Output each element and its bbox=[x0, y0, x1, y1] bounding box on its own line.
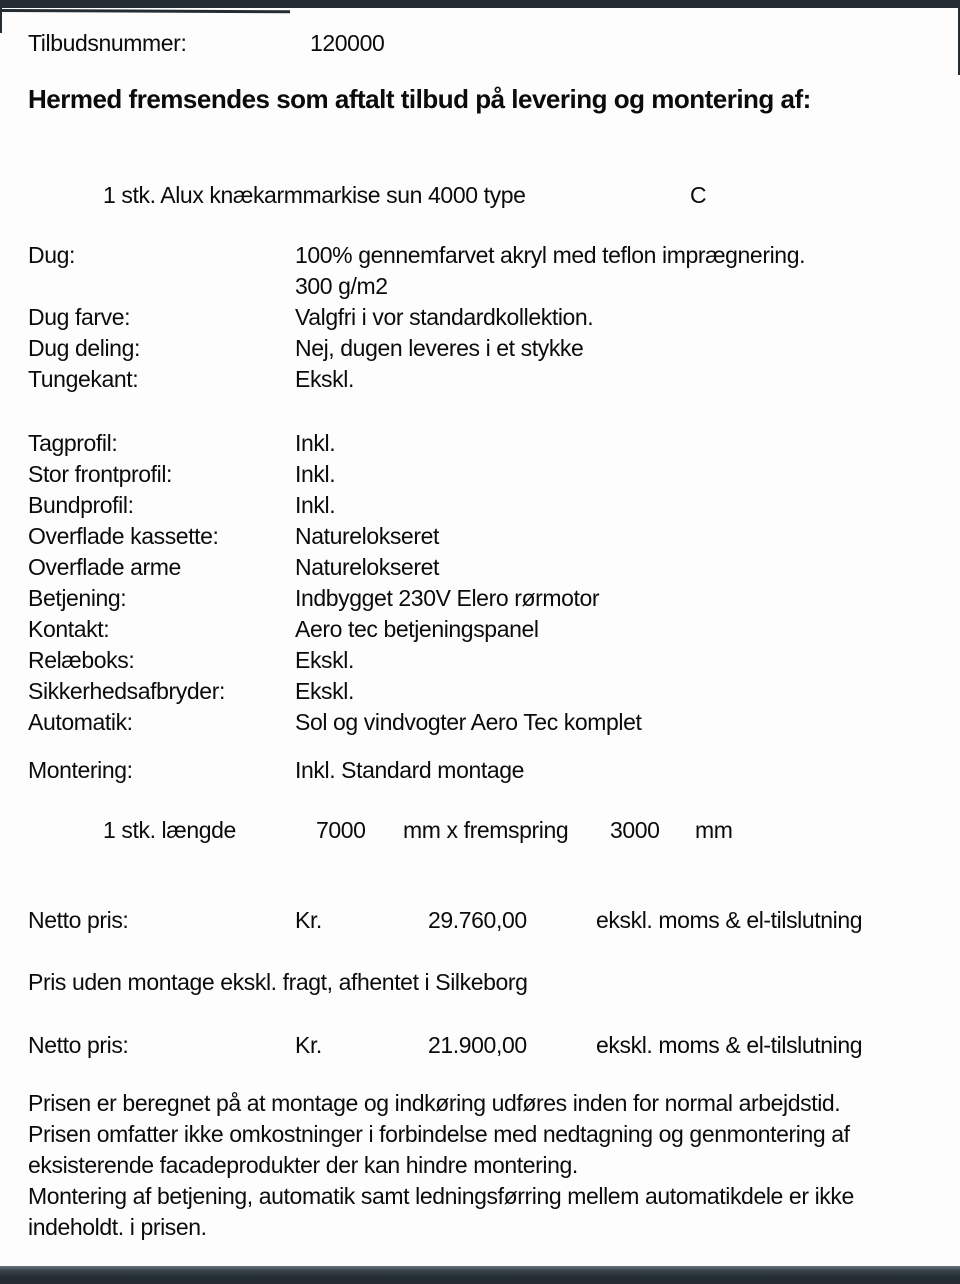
spec-label: Tagprofil: bbox=[28, 430, 118, 456]
spec-value: Indbygget 230V Elero rørmotor bbox=[295, 585, 600, 611]
spec-value: Naturelokseret bbox=[295, 554, 439, 580]
spec-row bbox=[28, 333, 805, 364]
spec-label: Stor frontprofil: bbox=[28, 461, 173, 487]
scan-edge-left bbox=[0, 7, 2, 33]
terms-line: Montering af betjening, automatik samt ledningsførring mellem automatikdele er ikke bbox=[28, 1183, 854, 1209]
terms-line: Prisen omfatter ikke omkostninger i forbindelse med nedtagning og genmontering af bbox=[28, 1121, 850, 1147]
dimensions-unit: mm bbox=[695, 817, 733, 843]
quote-number-label: Tilbudsnummer: bbox=[28, 30, 187, 56]
spec-row bbox=[28, 552, 642, 583]
net-price-without-montage bbox=[28, 1030, 932, 1061]
spec-row bbox=[28, 302, 805, 333]
spec-label: Dug farve: bbox=[28, 304, 131, 330]
spec-row bbox=[28, 755, 524, 786]
document-heading: Hermed fremsendes som aftalt tilbud på levering og montering af: bbox=[28, 84, 811, 114]
spec-row bbox=[28, 583, 642, 614]
spec-row bbox=[28, 645, 642, 676]
scan-edge-bottom-bar bbox=[0, 1266, 960, 1284]
dimensions-line bbox=[28, 815, 932, 846]
spec-value: Ekskl. bbox=[295, 647, 354, 673]
spec-label: Dug: bbox=[28, 242, 75, 268]
spec-row bbox=[28, 364, 805, 395]
spec-value: Naturelokseret bbox=[295, 523, 439, 549]
net-price-with-montage bbox=[28, 905, 932, 936]
spec-label: Relæboks: bbox=[28, 647, 135, 673]
spec-value: Sol og vindvogter Aero Tec komplet bbox=[295, 709, 642, 735]
price-currency: Kr. bbox=[295, 907, 322, 933]
spec-value: 100% gennemfarvet akryl med teflon imprægnering. bbox=[295, 242, 806, 268]
spec-row bbox=[28, 707, 642, 738]
spec-value: Ekskl. bbox=[295, 678, 354, 704]
product-type: C bbox=[690, 182, 707, 208]
price-amount: 21.900,00 bbox=[428, 1032, 527, 1058]
price-label: Netto pris: bbox=[28, 1032, 129, 1058]
spec-label: Betjening: bbox=[28, 585, 127, 611]
product-description: 1 stk. Alux knækarmmarkise sun 4000 type bbox=[103, 182, 526, 208]
spec-value: Valgfri i vor standardkollektion. bbox=[295, 304, 594, 330]
terms-line: eksisterende facadeprodukter der kan hindre montering. bbox=[28, 1152, 578, 1178]
spec-group-fabric bbox=[28, 240, 805, 395]
price-currency: Kr. bbox=[295, 1032, 322, 1058]
price-suffix: ekskl. moms & el-tilslutning bbox=[596, 907, 863, 933]
spec-value: Nej, dugen leveres i et stykke bbox=[295, 335, 584, 361]
spec-label: Bundprofil: bbox=[28, 492, 134, 518]
spec-row bbox=[28, 459, 642, 490]
spec-row bbox=[28, 676, 642, 707]
terms-paragraph bbox=[28, 1088, 854, 1243]
spec-row bbox=[28, 428, 642, 459]
quote-number-row bbox=[28, 28, 385, 59]
spec-label: Overflade kassette: bbox=[28, 523, 219, 549]
spec-value: Ekskl. bbox=[295, 366, 354, 392]
spec-label: Automatik: bbox=[28, 709, 133, 735]
spec-label bbox=[28, 271, 295, 302]
quote-number-value: 120000 bbox=[310, 30, 385, 56]
spec-row bbox=[28, 490, 642, 521]
spec-row bbox=[28, 271, 805, 302]
spec-value: Aero tec betjeningspanel bbox=[295, 616, 539, 642]
spec-label: Montering: bbox=[28, 757, 133, 783]
spec-value: Inkl. bbox=[295, 430, 336, 456]
spec-row bbox=[28, 240, 805, 271]
spec-row bbox=[28, 521, 642, 552]
spec-group-montering bbox=[28, 755, 524, 786]
spec-label: Overflade arme bbox=[28, 554, 181, 580]
spec-value: Inkl. bbox=[295, 461, 336, 487]
terms-line: indeholdt. i prisen. bbox=[28, 1214, 207, 1240]
price-amount: 29.760,00 bbox=[428, 907, 527, 933]
dimensions-qty: 1 stk. længde bbox=[103, 817, 236, 843]
scan-edge-skew-line bbox=[0, 9, 290, 13]
spec-value: Inkl. Standard montage bbox=[295, 757, 525, 783]
scan-edge-top-bar bbox=[0, 0, 960, 8]
dimensions-separator: mm x fremspring bbox=[403, 817, 569, 843]
spec-value: 300 g/m2 bbox=[295, 273, 388, 299]
spec-label: Tungekant: bbox=[28, 366, 139, 392]
terms-line: Prisen er beregnet på at montage og indkøring udføres inden for normal arbejdstid. bbox=[28, 1090, 841, 1116]
spec-row bbox=[28, 614, 642, 645]
price-suffix: ekskl. moms & el-tilslutning bbox=[596, 1032, 863, 1058]
montage-note: Pris uden montage ekskl. fragt, afhentet i Silkeborg bbox=[28, 969, 528, 995]
spec-label: Sikkerhedsafbryder: bbox=[28, 678, 225, 704]
dimensions-length-value: 7000 bbox=[316, 817, 366, 843]
dimensions-projection-value: 3000 bbox=[610, 817, 660, 843]
price-label: Netto pris: bbox=[28, 907, 129, 933]
spec-group-profiles bbox=[28, 428, 642, 738]
spec-label: Dug deling: bbox=[28, 335, 140, 361]
spec-value: Inkl. bbox=[295, 492, 336, 518]
spec-label: Kontakt: bbox=[28, 616, 110, 642]
